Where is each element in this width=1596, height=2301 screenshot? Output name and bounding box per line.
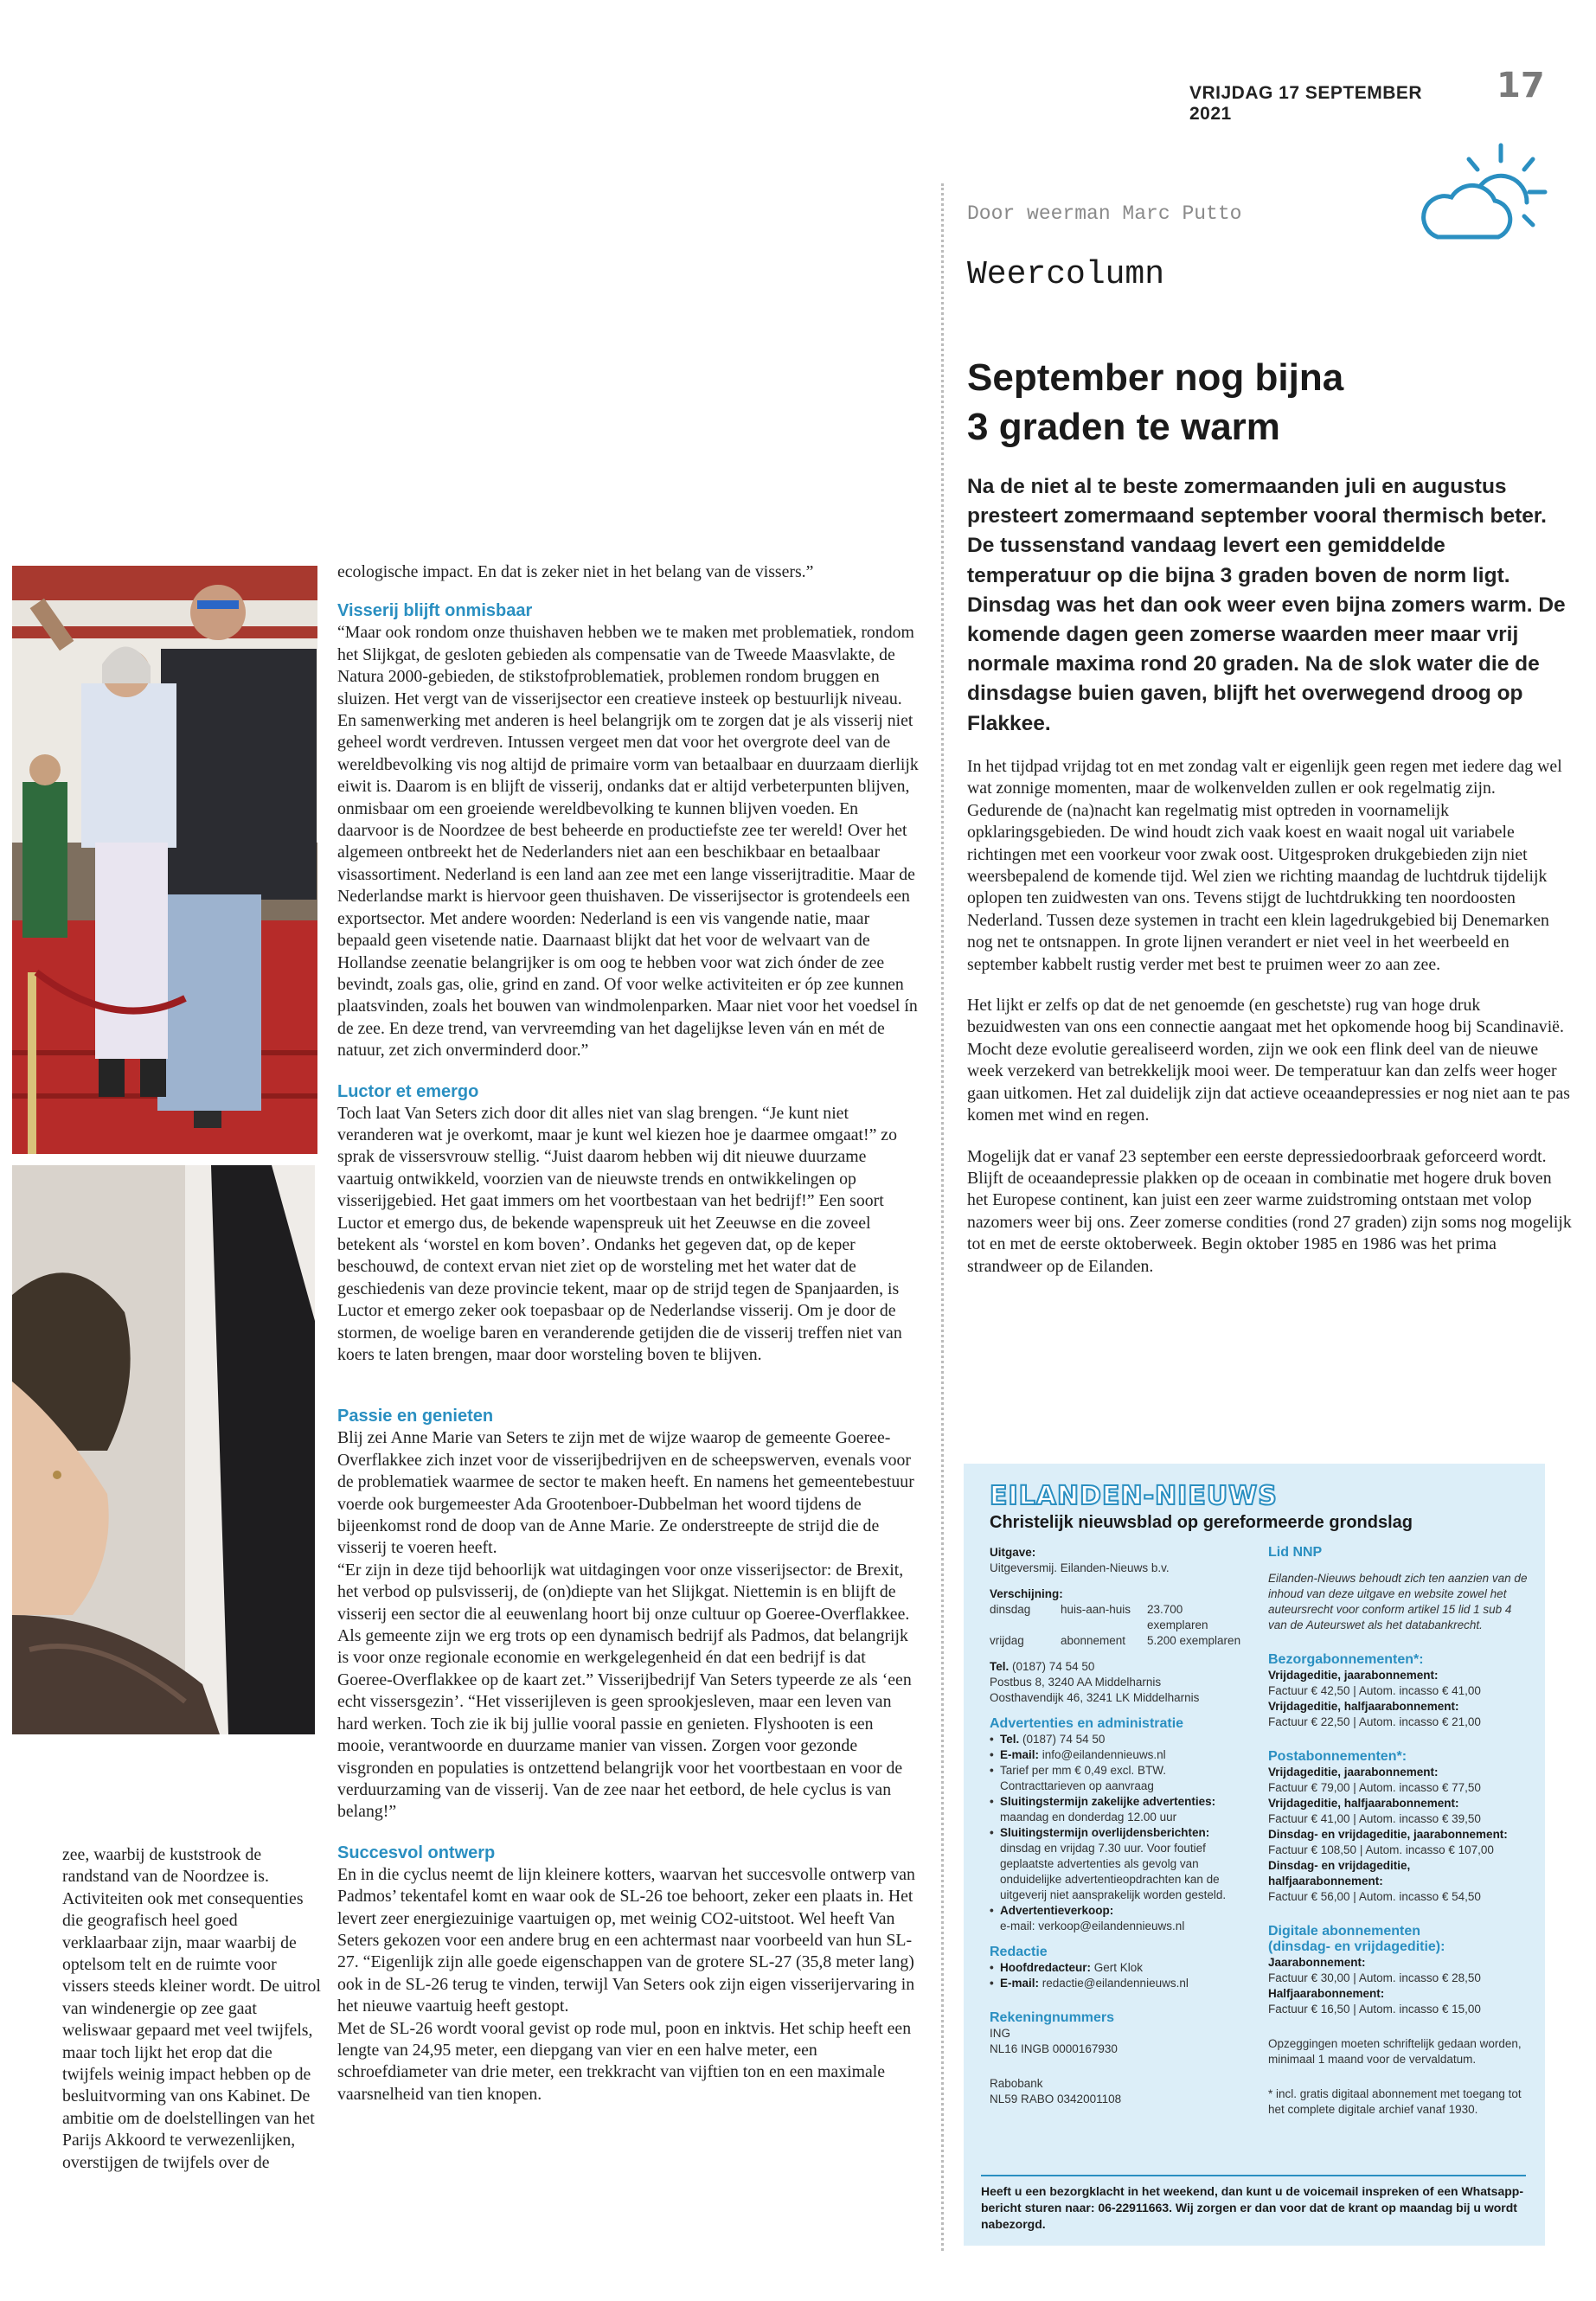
verschijning-day: vrijdag	[990, 1634, 1024, 1647]
uitgave-value: Uitgeversmij. Eilanden-Nieuws b.v.	[990, 1561, 1170, 1574]
address-street: Oosthavendijk 46, 3241 LK Middelharnis	[990, 1691, 1200, 1704]
bezorg-heading: Bezorgabonnementen*:	[1268, 1652, 1424, 1667]
article-paragraph-4b: Met de SL-26 wordt vooral gevist op rode mul, poon en inktvis. Het schip heeft een lengte van 24,95 meter, een diepgang van vier en een halve meter, een schroefdiameter van drie meter, een trekkracht van vijftien ton en een maximale vaarsnelheid van tien knopen.	[337, 2018, 912, 2104]
verschijning-day: dinsdag	[990, 1603, 1031, 1616]
article-paragraph-1: “Maar ook rondom onze thuishaven hebben we te maken met problematiek, rondom het Slijkgat, de gesloten gebieden als compensatie van de Tweede Maasvlakte, de Natura 2000-gebieden, de stikstofproblematiek, problemen rondom bruggen en sluizen. Het vergt van de visserijsector een creatieve insteek op bestuurlijk niveau. En samenwerking met anderen is heel belangrijk om te zorgen dat je als visserij niet geheel wordt verdreven. Intussen vergeet men dat voor het overgrote deel van de wereldbevolking vis nog altijd de primaire vorm van betaalbaar en duurzaam dierlijk eiwit is. Daarom is en blijft de visserij, ondanks dat er altijd verbeterpunten blijven, onmisbaar om een groeiende wereldbevolking te kunnen blijven voeden. En daarvoor is de Noordzee de best beheerde en productiefste zee ter wereld! Over het algemeen ontbreekt het de Nederlanders niet aan een beschikbaar en betaalbaar visassortiment. Nederland is een land aan zee met een lange visserijtraditie. Maar de Nederlandse markt is hiervoor geen thuishaven. De visserijsector is grotendeels een exportsector. Met andere woorden: Nederland is een vis vangende natie, maar bepaald geen visetende natie. Daarnaast blijkt dat het voor de welvaart van de Hollandse zeenatie belangrijker is om oog te hebben voor wat zich ónder de zee bevindt, zoals gas, olie, grind en zand. Of voor welke activiteiten er óp zee kunnen plaatsvinden, zoals het bouwen van windmolenparken. Maar niet voor het voedsel ín de zee. En deze trend, van vervreemding van het dagelijkse leven ván en mét de natuur, zet zich onverminderd door.”	[337, 623, 919, 1061]
weer-paragraph-1: In het tijdpad vrijdag tot en met zondag valt er eigenlijk geen regen met iedere dag wel wat zonnige momenten, maar de wolkenvelden zullen er ook regelmatig zijn. Gedurende de (na)nacht kan regelmatig mist optreden in voornamelijk opklaringsgebieden. De wind houdt zich vaak koest en waait nogal uit variabele richtingen met een voorkeur voor zwak oost. Uitgesproken drukgebieden zijn niet weersbepalend de komende tijd. Wel zien we richting maandag de luchtdruk tijdelijk oplopen ten zuidwesten van ons. Tevens stijgt de luchtdrukking ten noordoosten Nederland. Tussen deze systemen in tracht een klein lagedrukgebied bij Denemarken nog net te ontsnappen. In grote lijnen verandert er niet veel in het weerbeeld en september kabbelt rustig verder met best te pruimen weer zo aan zee.	[967, 757, 1562, 974]
dig-1-price: Factuur € 30,00 | Autom. incasso € 28,50	[1268, 1971, 1481, 1984]
article-paragraph-4a: En in die cyclus neemt de lijn kleinere kotters, waarvan het succesvolle ontwerp van Padmos’ tekentafel komt en waar ook de SL-26 toe behoort, zeker een plaats in. Het levert zeer energiezuinige vaartuigen op, met weinig CO2-uitstoot. Wel heeft Van Seters gekozen voor een andere brug en een achtermast naar voorbeeld van hun SL-27. “Eigenlijk zijn alle goede eigenschappen van de grotere SL-27 (35,8 meter lang) ook in de SL-26 terug te vinden, terwijl Van Seters ook zijn eigen visserijervaring in het nieuwe vaartuig heeft gestopt.	[337, 1864, 915, 2016]
verschijning-amount: 23.700 exemplaren	[1147, 1603, 1208, 1631]
verschijning-type: abonnement	[1061, 1634, 1126, 1647]
redactie-email[interactable]: • E-mail: redactie@eilandennieuws.nl	[990, 1976, 1240, 1991]
article-subhead-4: Succesvol ontwerp	[337, 1843, 496, 1862]
weer-column-title: Weercolumn	[967, 256, 1165, 293]
column-divider	[941, 183, 944, 2251]
redactie-heading: Redactie	[990, 1945, 1048, 1959]
publication-tagline: Christelijk nieuwsblad op gereformeerde grondslag	[990, 1513, 1413, 1532]
post-3-label: Dinsdag- en vrijdageditie, jaarabonnement:	[1268, 1828, 1508, 1841]
article-paragraph-2: Toch laat Van Seters zich door dit alles niet van slag brengen. “Je kunt niet veranderen wat je overkomt, maar je kunt wel kiezen hoe je daarmee omgaat!” zo sprak de vissersvrouw stellig. “Juist daarom hebben wij dit nieuwe duurzame vaartuig ontwikkeld, voorzien van de nieuwste trends en ontwikkelingen op visserijgebied. Het gaat immers om het voortbestaan van het bedrijf!” Een soort Luctor et emergo dus, de bekende wapenspreuk uit het Zeeuwse en die zoveel betekent als ‘worstel en kom boven’. Ondanks het gegeven dat, op de keper beschouwd, de context ervan niet ziet op de worsteling met het water dat de geschiedenis van deze provincie tekent, maar op de strijd tegen de Spanjaarden, is Luctor et emergo zeker ook toepasbaar op de Nederlandse visserij. Om je door de stormen, de woelige baren en veranderende getijden die de visserij treffen niet van koers te laten brengen, maar door worsteling boven te blijven.	[337, 1103, 902, 1364]
adv-tarief: • Tarief per mm € 0,49 excl. BTW. Contracttarieven op aanvraag	[990, 1763, 1240, 1794]
sun-cloud-icon	[1419, 140, 1548, 254]
article-subhead-2: Luctor et emergo	[337, 1081, 479, 1101]
colofon-right-column	[1268, 1545, 1528, 2118]
uitgave-label: Uitgave:	[990, 1546, 1036, 1559]
article-photo-ship-christening	[12, 566, 317, 1154]
article-intro: ecologische impact. En dat is zeker niet in het belang van de vissers.”	[337, 562, 814, 581]
weer-headline	[967, 353, 1564, 452]
verschijning-type: huis-aan-huis	[1061, 1603, 1131, 1616]
bezorg-1-price: Factuur € 42,50 | Autom. incasso € 41,00	[1268, 1684, 1481, 1697]
advertenties-list	[990, 1732, 1240, 1934]
post-1-label: Vrijdageditie, jaarabonnement:	[1268, 1766, 1439, 1779]
article-paragraph-3a: Blij zei Anne Marie van Seters te zijn met de wijze waarop de gemeente Goeree-Overflakkee zich inzet voor de visserijbedrijven en de scheepswerven, evenals voor de problematiek waarmee de sector te maken heeft. En namens het gemeentebestuur voerde ook burgemeester Ada Grootenboer-Dubbelman het woord tijdens de bijeenkomst rond de doop van de Anne Marie. Ze onderstreepte de strijd die de visserij te voeren heeft.	[337, 1428, 914, 1558]
post-2-label: Vrijdageditie, halfjaarabonnement:	[1268, 1797, 1459, 1810]
adv-email[interactable]: • E-mail: info@eilandennieuws.nl	[990, 1747, 1240, 1763]
ing-number: NL16 INGB 0000167930	[990, 2042, 1118, 2055]
advertenties-heading: Advertenties en administratie	[990, 1716, 1184, 1731]
post-4-label: Dinsdag- en vrijdageditie, halfjaarabonnement:	[1268, 1859, 1411, 1888]
main-phone: Tel. (0187) 74 54 50	[990, 1660, 1095, 1673]
dig-2-label: Halfjaarabonnement:	[1268, 1987, 1385, 2000]
verschijning-table	[990, 1602, 1240, 1649]
opzegging-text: Opzeggingen moeten schriftelijk gedaan worden, minimaal 1 maand voor de vervaldatum.	[1268, 2037, 1522, 2066]
rabobank-number: NL59 RABO 0342001108	[990, 2093, 1122, 2106]
dig-2-price: Factuur € 16,50 | Autom. incasso € 15,00	[1268, 2003, 1481, 2016]
verschijning-label: Verschijning:	[990, 1587, 1063, 1600]
address-postbus: Postbus 8, 3240 AA Middelharnis	[990, 1676, 1162, 1689]
hoofdredacteur: • Hoofdredacteur: Gert Klok	[990, 1960, 1240, 1976]
redactie-list	[990, 1960, 1240, 1991]
weer-headline-line-2: 3 graden te warm	[967, 406, 1280, 448]
weer-byline: Door weerman Marc Putto	[967, 202, 1242, 225]
publication-logo: EILANDEN-NIEUWS	[990, 1481, 1278, 1511]
page-number: 17	[1497, 66, 1545, 106]
post-1-price: Factuur € 79,00 | Autom. incasso € 77,50	[1268, 1781, 1481, 1794]
colofon-footer: Heeft u een bezorgklacht in het weekend, dan kunt u de voicemail inspreken of een Whatsapp-bericht sturen naar: 06-22911663. Wij zorgen er dan voor dat de krant op maandag bij u wordt nabezorgd.	[981, 2175, 1526, 2233]
ing-label: ING	[990, 2027, 1011, 2040]
rekeningnummers-heading: Rekeningnummers	[990, 2010, 1115, 2025]
bezorg-1-label: Vrijdageditie, jaarabonnement:	[1268, 1669, 1439, 1682]
colofon-left-column	[990, 1545, 1240, 2107]
article-paragraph-3b: “Er zijn in deze tijd behoorlijk wat uitdagingen voor onze visserijsector: de Brexit, het verbod op pulsvisserij, de (on)diepte van het Slijkgat. Niettemin is en blijft de visserij een sector die al eeuwenlang hoort bij onze cultuur op Goeree-Overflakkee. Als gemeente zijn we erg trots op een dynamisch bedrijf als Padmos, dat belangrijk is voor onze regionale economie en werkgelegenheid én dat een bedrijf is dat Goeree-Overflakkee op de kaart zet.” Visserijbedrijf Van Seters typeerde ze als ‘een echt vissersgezin’. “Het visserijleven is geen sprookjesleven, maar een leven van hard werken. Toch zie ik bij jullie vooral passie en genieten. Flyshooten is een mooie, verantwoorde en duurzame manier van vissen. Zorgen voor gezonde visgronden en populaties is ontzettend belangrijk voor het voortbestaan en voor de verduurzaming van de visserij. Van de zee naar het eetbord, de hele cyclus is van belang!”	[337, 1560, 912, 1822]
verschijning-amount: 5.200 exemplaren	[1147, 1634, 1241, 1647]
weer-body	[967, 756, 1573, 1278]
article-main-column	[337, 561, 919, 2106]
post-heading: Postabonnementen*:	[1268, 1749, 1407, 1764]
adv-phone: • Tel. (0187) 74 54 50	[990, 1732, 1240, 1747]
nnp-text: Eilanden-Nieuws behoudt zich ten aanzien van de inhoud van deze uitgave en website zowel het auteursrecht voor conform artikel 15 lid 1 sub 4 van de Auteurswet als het databankrecht.	[1268, 1572, 1528, 1631]
article-left-column: zee, waarbij de kuststrook de randstand van de Noordzee is. Activiteiten ook met consequenties die geografisch heel goed verklaarbaar zijn, maar waarbij de optelsom telt en de ruimte voor vissers steeds kleiner wordt. De uitrol van windenergie op zee gaat weliswaar gepaard met veel twijfels, maar toch lijkt het erop dat die twijfels weinig impact hebben op de besluitvorming van ons Kabinet. De ambitie om de doelstellingen van het Parijs Akkoord te verwezenlijken, overstijgen de twijfels over de	[62, 1845, 321, 2172]
bezorg-2-price: Factuur € 22,50 | Autom. incasso € 21,00	[1268, 1715, 1481, 1728]
dig-1-label: Jaarabonnement:	[1268, 1956, 1366, 1969]
nnp-heading: Lid NNP	[1268, 1545, 1323, 1560]
weer-paragraph-2: Het lijkt er zelfs op dat de net genoemde (en geschetste) rug van hoge druk bezuidwesten van ons een connectie aangaat met het opkomende hoog bij Scandinavië. Mocht deze evolutie gerealiseerd worden, zijn we ook een flink deel van de nieuwe week verzekerd van betrekkelijk mooi weer. De temperatuur kan dan zelfs weer hoger gaan uitkomen. Het zal duidelijk zijn dat actieve oceaandepressies er nog niet aan te pas komen met wind en regen.	[967, 996, 1571, 1125]
abonnement-note: * incl. gratis digitaal abonnement met toegang tot het complete digitale archief vanaf 1930.	[1268, 2087, 1522, 2116]
rabobank-label: Rabobank	[990, 2077, 1043, 2090]
colofon-box	[964, 1464, 1545, 2246]
article-photo-portrait	[12, 1165, 315, 1734]
post-3-price: Factuur € 108,50 | Autom. incasso € 107,00	[1268, 1843, 1494, 1856]
weer-headline-line-1: September nog bijna	[967, 356, 1344, 399]
sluiting-zakelijk: • Sluitingstermijn zakelijke advertenties: maandag en donderdag 12.00 uur	[990, 1794, 1240, 1825]
weer-paragraph-3: Mogelijk dat er vanaf 23 september een eerste depressiedoorbraak geforceerd wordt. Blijft de oceaandepressie plakken op de oceaan in combinatie met hogere druk boven het Europese continent, kan juist een zeer warme zuidstroming ontstaan met volop nazomers weer bij ons. Zeer zomerse condities (rond 27 graden) zijn soms nog mogelijk tot en met de eerste oktoberweek. Begin oktober 1985 en 1986 was het prima strandweer op de Eilanden.	[967, 1146, 1572, 1276]
article-subhead-3: Passie en genieten	[337, 1407, 494, 1426]
weer-lead: Na de niet al te beste zomermaanden juli en augustus presteert zomermaand september vooral thermisch beter. De tussenstand vandaag levert een gemiddelde temperatuur op die bijna 3 graden boven de norm ligt. Dinsdag was het dan ook weer even bijna zomers warm. De komende dagen geen zomerse waarden meer maar vrij normale maxima rond 20 graden. Na de slok water die de dinsdagse buien gaven, blijft het overwegend droog op Flakkee.	[967, 475, 1566, 735]
digitaal-heading-1: Digitale abonnementen	[1268, 1924, 1421, 1939]
advertentieverkoop[interactable]: • Advertentieverkoop: e-mail: verkoop@eilandennieuws.nl	[990, 1903, 1240, 1934]
article-subhead-1: Visserij blijft onmisbaar	[337, 601, 533, 621]
bezorg-2-label: Vrijdageditie, halfjaarabonnement:	[1268, 1700, 1459, 1713]
post-2-price: Factuur € 41,00 | Autom. incasso € 39,50	[1268, 1812, 1481, 1825]
digitaal-heading-2: (dinsdag- en vrijdageditie):	[1268, 1939, 1445, 1954]
page-date: VRIJDAG 17 SEPTEMBER 2021	[1189, 83, 1423, 124]
post-4-price: Factuur € 56,00 | Autom. incasso € 54,50	[1268, 1890, 1481, 1903]
sluiting-overlijden: • Sluitingstermijn overlijdensberichten: dinsdag en vrijdag 7.30 uur. Voor foutief geplaatste advertenties als gevolg van onduidelijke advertentieopdrachten kan de uitgeverij niet aansprakelijk worden gesteld.	[990, 1825, 1240, 1903]
